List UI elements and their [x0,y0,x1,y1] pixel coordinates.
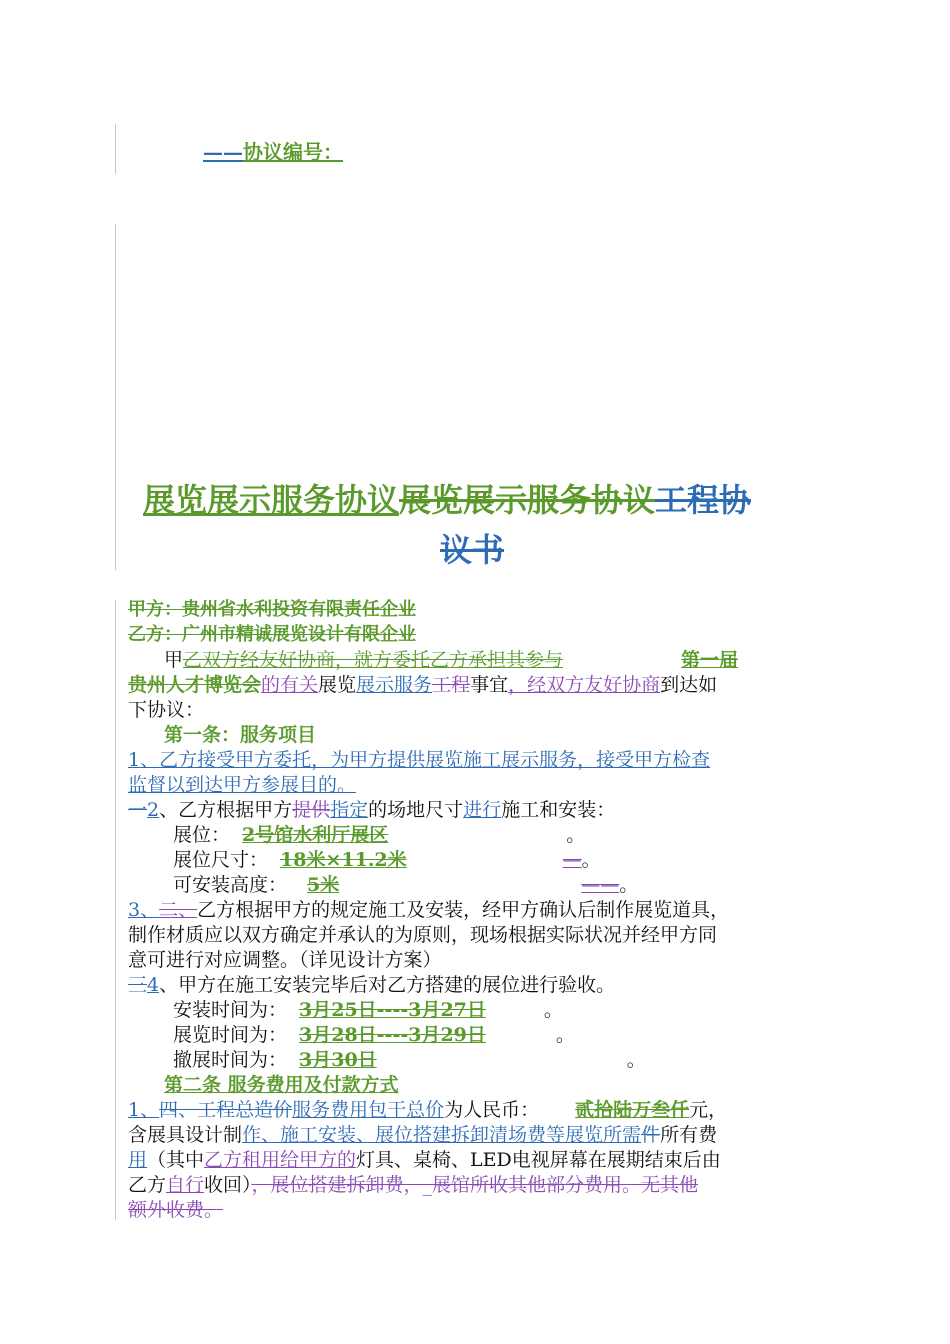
article1-heading: 第一条：服务项目 [164,724,317,746]
a2-l4-t4: ，展位搭建拆卸费，_展馆所收其他部分费用。无其他 [251,1174,699,1196]
intro-line-1 [164,648,738,672]
a2-l3-t2: （其中 [147,1149,205,1171]
article1-item1-line1: 1、乙方接受甲方委托，为甲方提供展览施工展示服务，接受甲方检查 [128,749,711,771]
item4-text: 、甲方在施工安装完毕后对乙方搭建的展位进行验收。 [159,974,616,996]
item3-old: 二、 [159,899,198,921]
title-part3: 工程协 [655,481,752,519]
title-part1: 展览展示服务协议 [143,481,400,519]
intro-t11: 到达如 [660,674,718,696]
header-dash: —— [203,140,243,164]
height-line [173,873,638,897]
a2-l4-t3: 收回） [204,1174,252,1196]
a2-l1-t3: 元， [689,1099,728,1121]
size-line [173,848,601,872]
a2-l1-old1: 四、工程总造价 [159,1099,293,1121]
intro-t8: 工程 [432,674,471,696]
a2-l2-t2: 作、施工安装、展位搭建拆卸 [242,1124,490,1146]
title-part2: 展览展示服务协议 [399,481,656,519]
title-line-2 [440,530,504,570]
item2-t5: 进行 [463,799,502,821]
a2-l3-t3: 乙方租用给甲方的 [204,1149,357,1171]
a2-l1-t2: 为人民币： [444,1099,540,1121]
article2-line5: 额外收费。 [128,1199,224,1221]
height-dash: —— [581,874,620,896]
intro-t5: 的有关 [261,674,319,696]
item2-t2: 提供 [292,799,331,821]
dismantle-end: 。 [626,1049,646,1071]
article1-item4 [128,973,615,997]
item3-num: 3、 [128,899,160,921]
booth-end: 。 [566,824,586,846]
a2-l2-t4: 件 [641,1124,661,1146]
agreement-number [203,140,343,164]
item2-t3: 指定 [330,799,369,821]
item3-line1: 乙方根据甲方的规定施工及安装，经甲方确认后制作展览道具， [197,899,730,921]
intro-t6: 展览 [318,674,357,696]
a2-l3-t1: 用 [128,1149,148,1171]
install-label: 安装时间为： [173,999,288,1021]
item2-num: 2 [147,799,160,821]
title-part4: 议书 [440,531,505,569]
item2-dash: 一 [128,799,148,821]
height-value: 5米 [307,874,340,896]
a2-l1-amount: 贰拾陆万叁仟 [575,1099,690,1121]
party-b: 乙方：广州市精诚展览设计有限企业 [128,624,416,645]
exhibit-value: 3月28日----3月29日 [299,1024,486,1046]
size-value: 18米×11.2米 [280,849,407,871]
intro-line-3: 下协议： [128,699,205,721]
a2-l1-t1: 服务费用包干总价 [292,1099,445,1121]
item4-old: 三 [128,974,148,996]
booth-line [173,823,585,847]
margin-bar-middle [115,224,116,570]
a2-l4-t1: 乙方 [128,1174,167,1196]
a2-l1-num: 1、 [128,1099,160,1121]
size-label: 展位尺寸： [173,849,269,871]
a2-l2-t5: 所有费 [660,1124,718,1146]
exhibit-label: 展览时间为： [173,1024,288,1046]
a2-l2-t1: 含展具设计制 [128,1124,243,1146]
item2-t1: 、乙方根据甲方 [159,799,293,821]
intro-t1: 甲 [164,649,184,671]
dismantle-label: 撤展时间为： [173,1049,288,1071]
a2-l3-t4: 灯具、桌椅、LED电视屏幕在展期结束后由 [356,1149,721,1171]
party-a: 甲方：贵州省水利投资有限责任企业 [128,599,416,620]
article2-line4 [128,1173,698,1197]
agreement-no-label: 协议编号： [243,140,343,164]
size-dash: — [562,849,582,871]
article1-item2 [128,798,615,822]
dismantle-line [173,1048,646,1072]
item2-t6: 施工和安装： [501,799,616,821]
a2-l4-t2: 自行 [166,1174,205,1196]
booth-value: 2号馆水利厅展区 [242,824,389,846]
item4-num: 4 [147,974,160,996]
intro-line-2 [128,673,717,697]
article2-line3 [128,1148,721,1172]
dismantle-value: 3月30日 [299,1049,377,1071]
margin-bar-bottom [115,600,116,1220]
exhibit-end: 。 [555,1024,575,1046]
margin-bar-top [115,124,116,174]
item2-t4: 的场地尺寸 [368,799,464,821]
article1-item1-line2: 监督以到达甲方参展目的。 [128,774,357,796]
article2-line1 [128,1098,727,1122]
install-line [173,998,563,1022]
intro-t4: 贵州人才博览会 [128,674,262,696]
height-end: 。 [619,874,639,896]
article2-heading: 第二条 服务费用及付款方式 [164,1074,399,1096]
intro-t10: ，经双方友好协商 [508,674,661,696]
intro-t9: 事宜 [470,674,509,696]
size-end: 。 [581,849,601,871]
title-line-1 [143,480,751,520]
article1-item3-line2: 制作材质应以双方确定并承认的为原则，现场根据实际状况并经甲方同 [128,924,718,946]
article2-line2 [128,1123,717,1147]
a2-l2-t3: 清场费等展览所需 [489,1124,642,1146]
intro-t7: 展示服务 [356,674,433,696]
install-end: 。 [543,999,563,1021]
intro-t3: 第一届 [681,649,739,671]
article1-item3-line3: 意可进行对应调整。（详见设计方案） [128,949,442,971]
height-label: 可安装高度： [173,874,288,896]
booth-label: 展位： [173,824,231,846]
intro-t2: 乙双方经友好协商，就方委托乙方承担其参与 [183,649,564,671]
exhibit-line [173,1023,575,1047]
install-value: 3月25日----3月27日 [299,999,486,1021]
article1-item3-line1 [128,898,729,922]
